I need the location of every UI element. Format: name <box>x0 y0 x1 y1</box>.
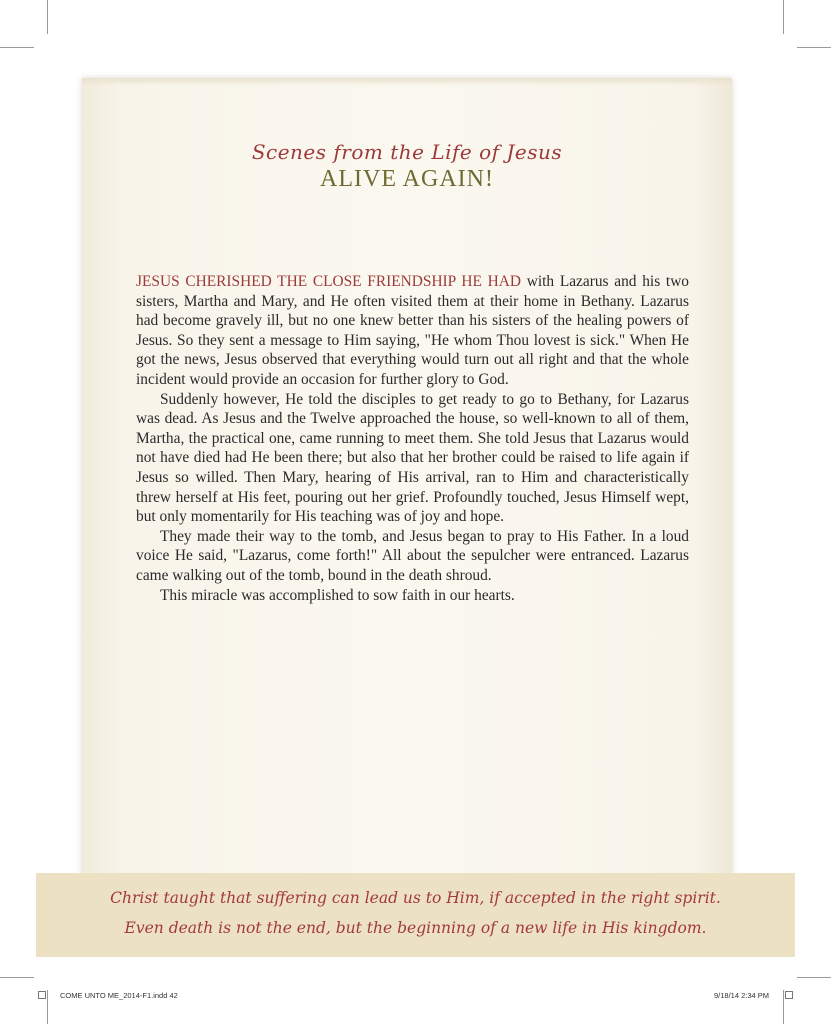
crop-mark-bottom-right-h <box>797 977 831 978</box>
paragraph-4: This miracle was accomplished to sow faith in our hearts. <box>160 586 515 604</box>
paragraph-2: Suddenly however, He told the disciples to get ready to go to Bethany, for Lazarus was dead. As Jesus and the Twelve approached the house, so well-known to all of them, Martha, the practical one, came running to meet them. She told Jesus that Lazarus would not have died had He been there; but also that her brother could be raised to life again if Jesus so willed. Then Mary, hearing of His arrival, ran to Him and characteristically threw herself at His feet, pouring out her grief. Profoundly touched, Jesus Himself wept, but only momentarily for His teaching was of joy and hope. <box>136 390 689 526</box>
paragraph-1 <box>136 272 689 390</box>
page-heading <box>82 140 732 193</box>
crop-mark-top-left <box>47 0 48 34</box>
slug-marker-left <box>38 991 46 999</box>
paragraph-1-text: with Lazarus and his two sisters, Martha and Mary, and He often visited them at their home in Bethany. Lazarus had become gravely ill, but no one knew better than his sisters of the healing powers of Jesus. So they sent a message to Him saying, "He whom Thou lovest is sick." When He got the news, Jesus observed that everything would turn out all right and that the whole incident would provide an occasion for further glory to God. <box>136 273 689 388</box>
slug-right: 9/18/14 2:34 PM <box>714 991 770 1000</box>
slug-marker-right <box>785 991 793 999</box>
paragraph-3: They made their way to the tomb, and Jesus began to pray to His Father. In a loud voice He said, "Lazarus, come forth!" All about the sepulcher were entranced. Lazarus came walking out of the tomb, bound in the death shroud. <box>136 527 689 584</box>
crop-mark-bottom-left-h <box>0 977 34 978</box>
article-body <box>136 272 689 605</box>
crop-mark-top-left-h <box>0 47 34 48</box>
crop-mark-bottom-left <box>47 990 48 1024</box>
banner-line-2: Even death is not the end, but the beginning of a new life in His kingdom. <box>124 919 707 937</box>
quote-banner <box>36 873 795 957</box>
crop-mark-top-right <box>783 0 784 34</box>
crop-mark-top-right-h <box>797 47 831 48</box>
series-subtitle: Scenes from the Life of Jesus <box>251 140 563 164</box>
lead-in: JESUS CHERISHED THE CLOSE FRIENDSHIP HE HAD <box>136 273 521 290</box>
slug-left: COME UNTO ME_2014-F1.indd 42 <box>60 991 178 1000</box>
banner-line-1: Christ taught that suffering can lead us to Him, if accepted in the right spirit. <box>110 889 721 907</box>
page-title: ALIVE AGAIN! <box>320 166 494 192</box>
crop-mark-bottom-right <box>783 990 784 1024</box>
